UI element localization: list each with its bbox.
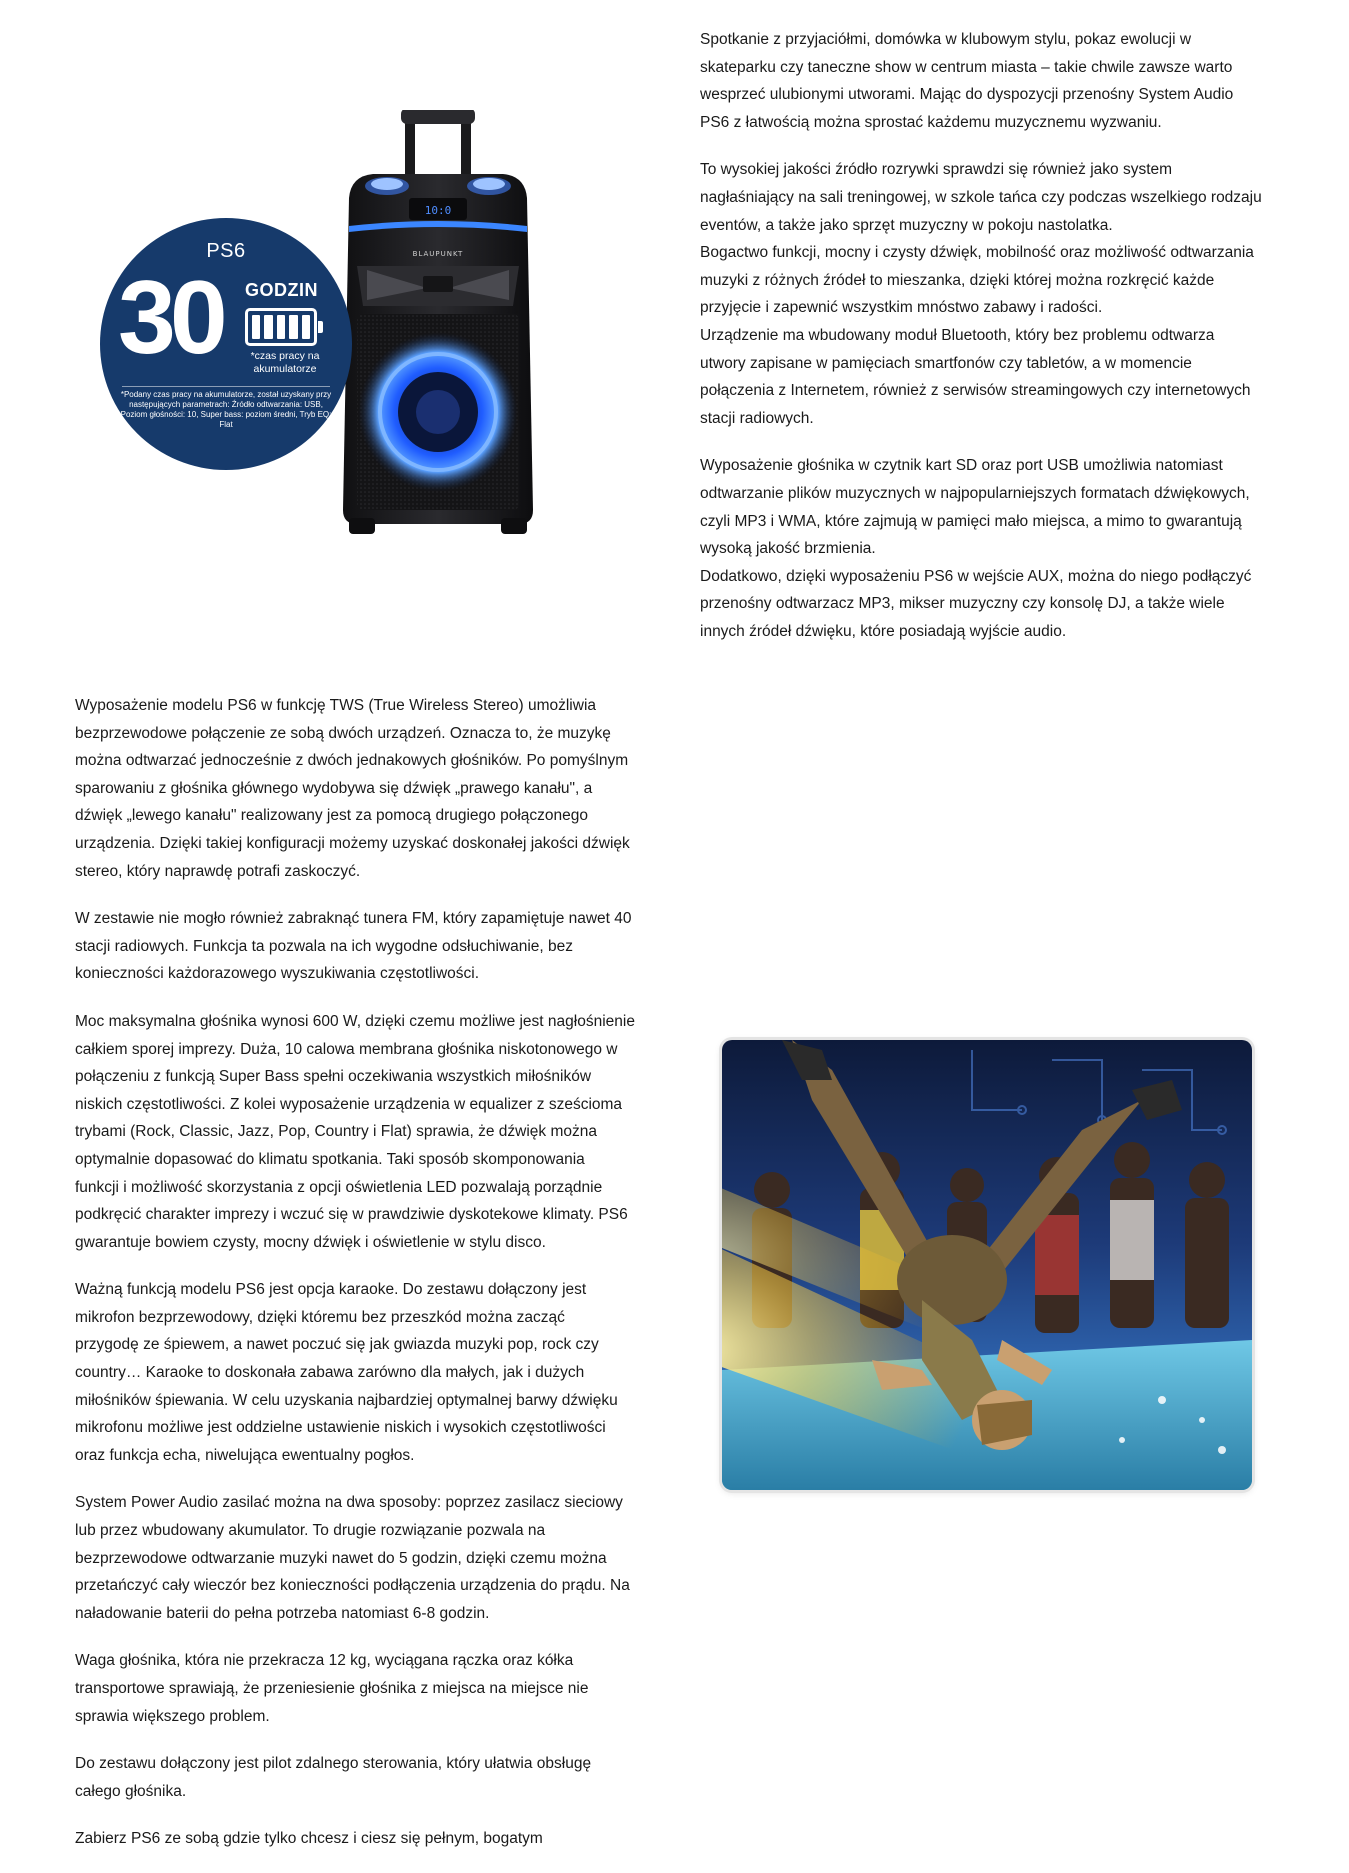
speaker-display: 10:0 [424, 204, 452, 217]
badge-note: *czas pracy na akumulatorze [250, 350, 320, 375]
features-paragraph-weight: Waga głośnika, która nie przekracza 12 kg, wyciągana rączka oraz kółka transportowe sprawiają, że przeniesienie głośnika z miejsca na miejsce nie sprawia większego problem. [75, 1652, 589, 1725]
badge-model: PS6 [206, 240, 246, 262]
intro-paragraph-1: Spotkanie z przyjaciółmi, domówka w klubowym stylu, pokaz ewolucji w skateparku czy taneczne show w centrum miasta – takie chwile zawsze warto wesprzeć ulubionymi utworami. Mając do dyspozycji przenośny System Audio PS6 z łatwością można sprostać każdemu muzycznemu wyzwaniu. [700, 31, 1234, 131]
features-text-column [75, 692, 660, 1873]
features-paragraph-battery: System Power Audio zasilać można na dwa sposoby: poprzez zasilacz sieciowy lub przez wbudowany akumulator. To drugie rozwiązanie pozwala na bezprzewodowe odtwarzanie muzyki nawet do 5 godzin, dzięki czemu można przetańczyć cały wieczór bez konieczności podłączenia urządzenia do prądu. Na naładowanie baterii do pełna potrzeba natomiast 6-8 godzin. [75, 1494, 630, 1622]
intro-paragraph-3: Wyposażenie głośnika w czytnik kart SD oraz port USB umożliwia natomiast odtwarzanie plików muzycznych w najpopularniejszych formatach dźwiękowych, czyli MP3 i WMA, które zajmują w pamięci mało miejsca, a mimo to gwarantują wysoką jakość brzmienia. Dodatkowo, dzięki wyposażeniu PS6 w wejście AUX, można do niego podłączyć przenośny odtwarzacz MP3, mikser muzyczny czy konsolę DJ, a także wiele innych źródeł dźwięku, które posiadają wyjście audio. [700, 457, 1252, 640]
features-paragraph-tws: Wyposażenie modelu PS6 w funkcję TWS (True Wireless Stereo) umożliwia bezprzewodowe połączenie ze sobą dwóch urządzeń. Oznacza to, że muzykę można odtwarzać jednocześnie z dwóch jednakowych głośników. Po pomyślnym sparowaniu z głośnika głównego wydobywa się dźwięk „prawego kanału", a dźwięk „lewego kanału" realizowany jest za pomocą drugiego połączonego urządzenia. Dzięki takiej konfiguracji możemy uzyskać doskonałej jakości dźwięk stereo, który naprawdę potrafi zaskoczyć. [75, 697, 630, 880]
badge-hours: 30 [118, 260, 222, 376]
battery-badge [100, 218, 352, 470]
intro-text-column [700, 26, 1290, 665]
breakdance-photo [722, 1040, 1252, 1490]
features-paragraph-remote: Do zestawu dołączony jest pilot zdalnego sterowania, który ułatwia obsługę całego głośnika. [75, 1755, 592, 1800]
speaker-illustration [327, 110, 547, 540]
speaker-brand: BLAUPUNKT [412, 250, 464, 258]
battery-icon [245, 308, 317, 346]
features-paragraph-fm: W zestawie nie mogło również zabraknąć tunera FM, który zapamiętuje nawet 40 stacji radiowych. Funkcja ta pozwala na ich wygodne odsłuchiwanie, bez konieczności każdorazowego wyszukiwania częstotliwości. [75, 910, 632, 983]
intro-paragraph-2: To wysokiej jakości źródło rozrywki sprawdzi się również jako system nagłaśniający na sali treningowej, w szkole tańca czy podczas wszelkiego rodzaju eventów, a także jako sprzęt muzyczny w pokoju nastolatka. Bogactwo funkcji, mocny i czysty dźwięk, mobilność oraz możliwość odtwarzania muzyki z różnych źródeł to mieszanka, dzięki której można rozkręcić każde przyjęcie i zapewnić wszystkim mnóstwo zabawy i radości. Urządzenie ma wbudowany moduł Bluetooth, który bez problemu odtwarza utwory zapisane w pamięciach smartfonów czy tabletów, a w momencie połączenia z Internetem, również z serwisów streamingowych czy internetowych stacji radiowych. [700, 161, 1262, 427]
badge-note-details: *Podany czas pracy na akumulatorze, został uzyskany przy następujących parametrach: Źródło odtwarzania: USB, Poziom głośności: 10, Super bass: poziom średni, Tryb EQ: Flat [120, 390, 332, 429]
badge-hours-unit: GODZIN [245, 280, 318, 300]
features-paragraph-closing: Zabierz PS6 ze sobą gdzie tylko chcesz i ciesz się pełnym, bogatym [75, 1830, 543, 1848]
features-paragraph-power: Moc maksymalna głośnika wynosi 600 W, dzięki czemu możliwe jest nagłośnienie całkiem sporej imprezy. Duża, 10 calowa membrana głośnika niskotonowego w połączeniu z funkcją Super Bass spełni oczekiwania wszystkich miłośników niskich częstotliwości. Z kolei wyposażenie urządzenia w equalizer z sześcioma trybami (Rock, Classic, Jazz, Pop, Country i Flat) sprawia, że dźwięk można optymalnie dopasować do klimatu spotkania. Taki sposób skomponowania funkcji i możliwość skorzystania z opcji oświetlenia LED pozwalają porządnie podkręcić charakter imprezy i wczuć się w prawdziwie dyskotekowe klimaty. PS6 gwarantuje bowiem czysty, mocny dźwięk i oświetlenie w stylu disco. [75, 1012, 635, 1251]
badge-divider [122, 386, 330, 387]
features-paragraph-karaoke: Ważną funkcją modelu PS6 jest opcja karaoke. Do zestawu dołączony jest mikrofon bezprzewodowy, dzięki któremu bez przeszkód można zacząć przygodę ze śpiewem, a nawet poczuć się jak gwiazda muzyki pop, rock czy country… Karaoke to doskonała zabawa zarówno dla małych, jak i dużych miłośników śpiewania. W celu uzyskania najbardziej optymalnej barwy dźwięku mikrofonu możliwe jest oddzielne ustawienie niskich i wysokich częstotliwości oraz funkcja echa, niwelująca ewentualny pogłos. [75, 1281, 618, 1464]
product-image [95, 110, 555, 540]
